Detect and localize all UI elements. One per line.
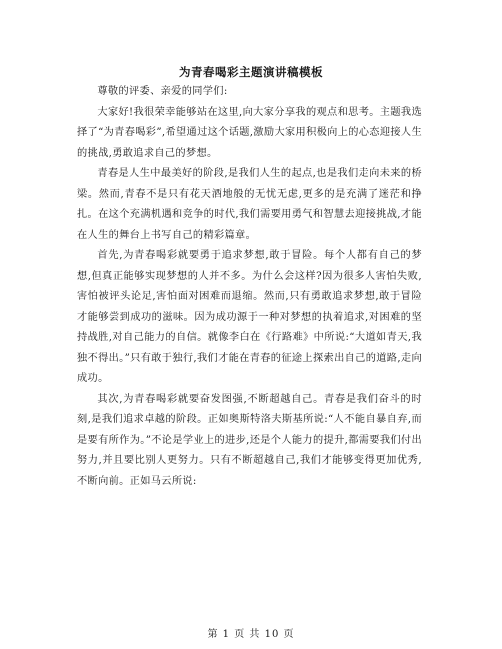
body-paragraph: 首先,为青春喝彩就要勇于追求梦想,敢于冒险。每个人都有自己的梦想,但真正能够实现梦想的人并不多。为什么会这样?因为很多人害怕失败,害怕被评头论足,害怕面对困难而退缩。然而,只有勇敢追求梦想,敢于冒险才能够尝到成功的滋味。因为成功源于一种对梦想的执着追求,对困难的坚持战胜,对自己能力的自信。就像李白在《行路难》中所说:“大道如青天,我独不得出。”只有敢于独行,我们才能在青春的征途上探索出自己的道路,走向成功。 — [77, 250, 422, 384]
document-title: 为青春喝彩主题演讲稿模板 — [179, 65, 323, 79]
page-number-footer: 第 1 页 共 10 页 — [207, 629, 295, 640]
body-paragraph: 青春是人生中最美好的阶段,是我们人生的起点,也是我们走向未来的桥梁。然而,青春不是只有花天酒地般的无忧无虑,更多的是充满了迷茫和挣扎。在这个充满机遇和竞争的时代,我们需要用勇气和智慧去迎接挑战,才能在人生的舞台上书写自己的精彩篇章。 — [77, 168, 422, 241]
body-paragraph: 大家好!我很荣幸能够站在这里,向大家分享我的观点和思考。主题我选择了“为青春喝彩”,希望通过这个话题,激励大家用积极向上的心态迎接人生的挑战,勇敢追求自己的梦想。 — [77, 106, 422, 159]
body-paragraph: 其次,为青春喝彩就要奋发图强,不断超越自己。青春是我们奋斗的时刻,是我们追求卓越的阶段。正如奥斯特洛夫斯基所说:“人不能自暴自弃,而是要有所作为。”不论是学业上的进步,还是个人能力的提升,都需要我们付出努力,并且要比别人更努力。只有不断超越自己,我们才能够变得更加优秀,不断向前。正如马云所说: — [77, 393, 422, 487]
salutation-paragraph: 尊敬的评委、亲爱的同学们: — [97, 86, 228, 97]
document-body — [77, 82, 422, 492]
